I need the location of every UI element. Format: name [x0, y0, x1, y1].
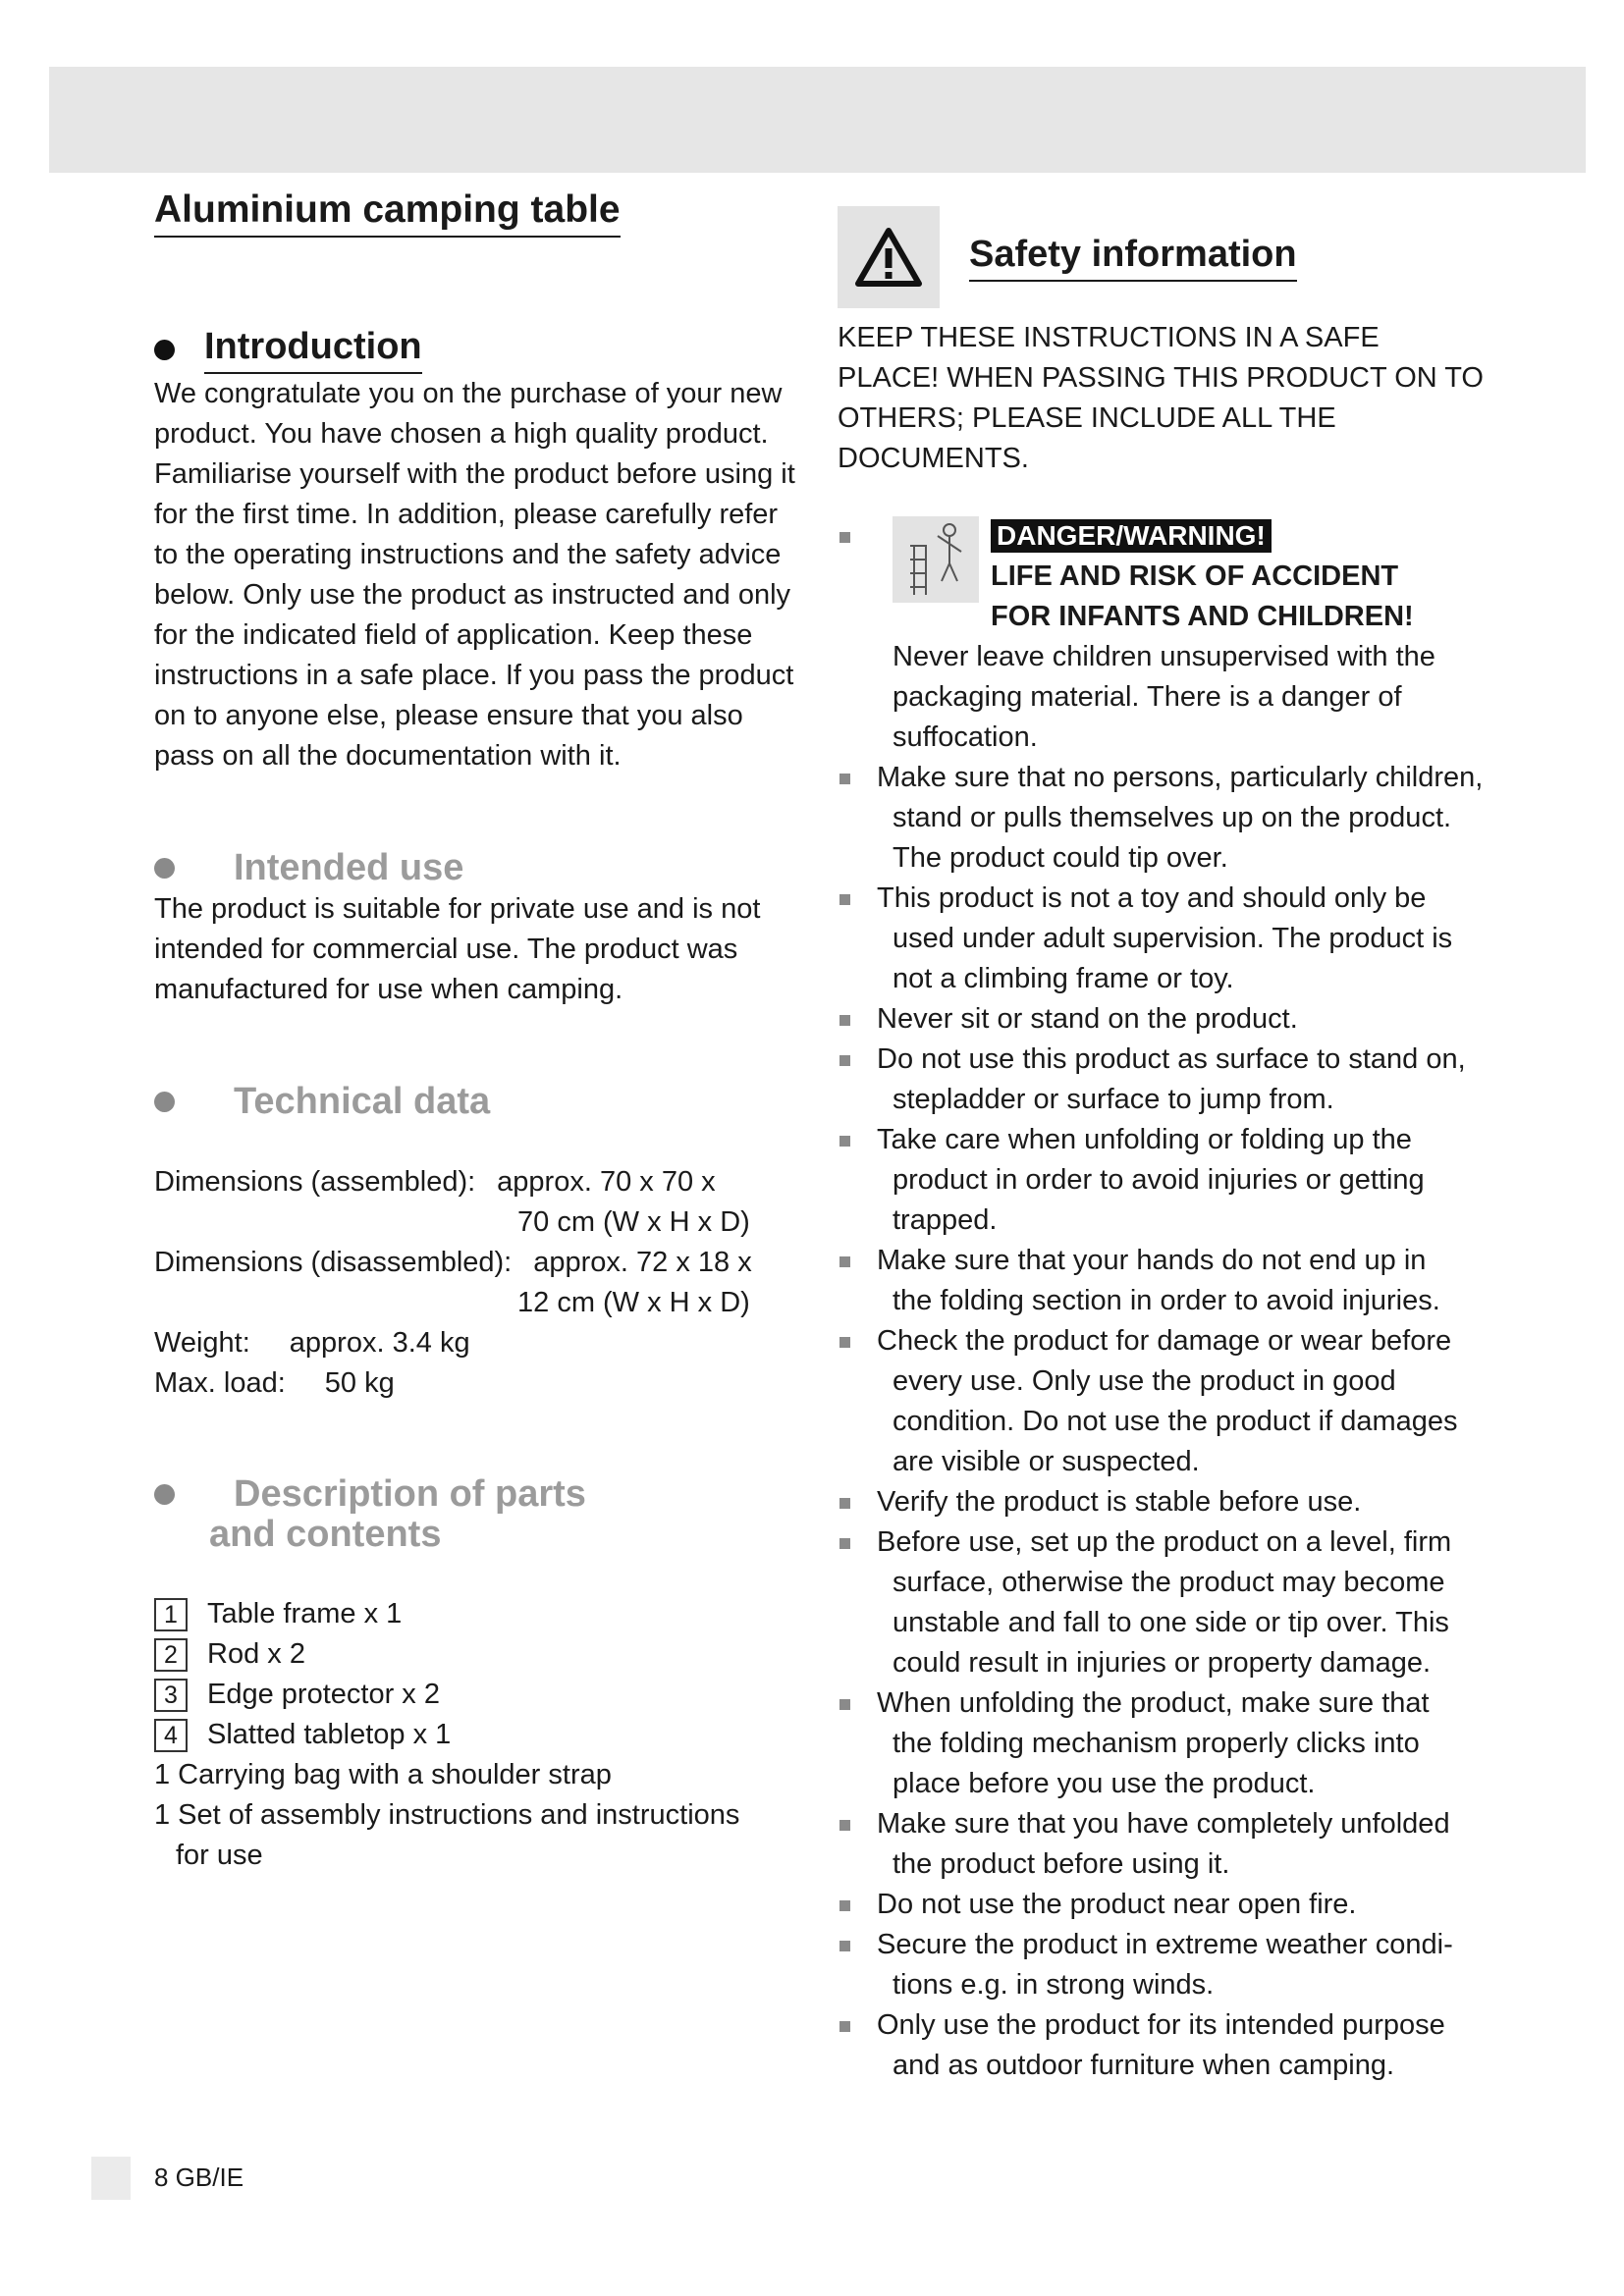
instructions-item-cont: for use [176, 1840, 263, 1871]
list-item: When unfolding the product, make sure that the folding mechanism properly clicks into place before you use the product. [838, 1683, 1486, 1804]
danger-warning-item [838, 516, 1486, 758]
intended-use-title: Intended use [234, 847, 464, 888]
list-item [154, 1675, 802, 1715]
technical-data-heading [154, 1081, 802, 1123]
danger-line-2: FOR INFANTS AND CHILDREN! [991, 601, 1414, 632]
disassembled-row: Dimensions (disassembled): approx. 72 x 18 x [154, 1247, 752, 1278]
part-number: 4 [154, 1719, 188, 1752]
list-item [154, 1715, 802, 1755]
part-number: 2 [154, 1638, 188, 1672]
intended-use-text: The product is suitable for private use and is not intended for commercial use. The product was manufactured for use when camping. [154, 893, 761, 1005]
assembled-row-cont: 70 cm (W x H x D) [517, 1206, 750, 1238]
list-item: Only use the product for its intended purpose and as outdoor furniture when camping. [838, 2005, 1486, 2086]
part-label: Rod x 2 [207, 1638, 305, 1670]
section-bullet-icon [154, 1484, 175, 1505]
danger-label: DANGER/WARNING! [991, 519, 1272, 553]
part-number: 1 [154, 1598, 188, 1631]
list-item: Make sure that you have completely unfolded the product before using it. [838, 1804, 1486, 1885]
part-label: Table frame x 1 [207, 1598, 403, 1629]
list-item: Make sure that no persons, particularly children, stand or pulls themselves up on the product. The product could tip over. [838, 758, 1486, 879]
technical-data-list [154, 1162, 802, 1404]
weight-row: Weight: approx. 3.4 kg [154, 1327, 470, 1359]
assembled-row: Dimensions (assembled): approx. 70 x 70 x [154, 1166, 716, 1198]
list-item: Before use, set up the product on a level, firm surface, otherwise the product may become unstable and fall to one side or tip over. This could result in injuries or property damage. [838, 1522, 1486, 1683]
danger-line-1: LIFE AND RISK OF ACCIDENT [991, 561, 1399, 592]
introduction-text: We congratulate you on the purchase of your new product. You have chosen a high quality product. Familiarise yourself with the product before using it for the first time. In addition, please carefully refer to the operating instructions and the safety advice below. Only use the product as instructed and only for the indicated field of application. Keep these instructions in a safe place. If you pass the product on to anyone else, please ensure that you also pass on all the documentation with it. [154, 378, 795, 772]
parts-list [154, 1594, 802, 1876]
child-warning-icon [893, 516, 979, 603]
header-band [49, 67, 1586, 173]
intended-use-heading [154, 847, 802, 889]
keep-instructions-text: KEEP THESE INSTRUCTIONS IN A SAFE PLACE! WHEN PASSING THIS PRODUCT ON TO OTHERS; PLEASE INCLUDE ALL THE DOCUMENTS. [838, 322, 1484, 474]
right-column [838, 206, 1486, 2086]
list-item [154, 1594, 802, 1634]
page-number: 8 GB/IE [154, 2163, 244, 2192]
section-bullet-icon [154, 858, 175, 879]
technical-data-title: Technical data [234, 1081, 491, 1122]
safety-title: Safety information [969, 234, 1297, 282]
part-label: Edge protector x 2 [207, 1679, 440, 1710]
list-item: This product is not a toy and should only be used under adult supervision. The product is not a climbing frame or toy. [838, 879, 1486, 999]
introduction-title: Introduction [204, 326, 422, 374]
left-column [154, 188, 802, 1876]
list-item [154, 1634, 802, 1675]
safety-heading [838, 206, 1486, 308]
description-title: Description of parts and contents [209, 1473, 586, 1555]
description-heading [154, 1474, 802, 1555]
list-item: Do not use this product as surface to stand on, stepladder or surface to jump from. [838, 1040, 1486, 1120]
list-item: Never sit or stand on the product. [838, 999, 1486, 1040]
list-item: Check the product for damage or wear before every use. Only use the product in good condition. Do not use the product if damages are visible or suspected. [838, 1321, 1486, 1482]
section-bullet-icon [154, 1092, 175, 1112]
list-item: Take care when unfolding or folding up the product in order to avoid injuries or getting trapped. [838, 1120, 1486, 1241]
warning-triangle-icon [838, 206, 940, 308]
danger-text: Never leave children unsupervised with the packaging material. There is a danger of suffocation. [893, 641, 1435, 753]
document-title: Aluminium camping table [154, 188, 621, 238]
safety-list [838, 516, 1486, 2086]
introduction-heading [154, 326, 802, 374]
list-item: Secure the product in extreme weather condi- tions e.g. in strong winds. [838, 1925, 1486, 2005]
part-label: Slatted tabletop x 1 [207, 1719, 452, 1750]
part-number: 3 [154, 1679, 188, 1712]
disassembled-row-cont: 12 cm (W x H x D) [517, 1287, 750, 1318]
carrying-bag-item: 1 Carrying bag with a shoulder strap [154, 1759, 612, 1790]
list-item: Do not use the product near open fire. [838, 1885, 1486, 1925]
section-bullet-icon [154, 340, 175, 360]
page-number-marker [91, 2157, 131, 2200]
max-load-row: Max. load: 50 kg [154, 1367, 395, 1399]
list-item: Make sure that your hands do not end up in the folding section in order to avoid injuries. [838, 1241, 1486, 1321]
instructions-item: 1 Set of assembly instructions and instructions [154, 1799, 740, 1831]
list-item: Verify the product is stable before use. [838, 1482, 1486, 1522]
